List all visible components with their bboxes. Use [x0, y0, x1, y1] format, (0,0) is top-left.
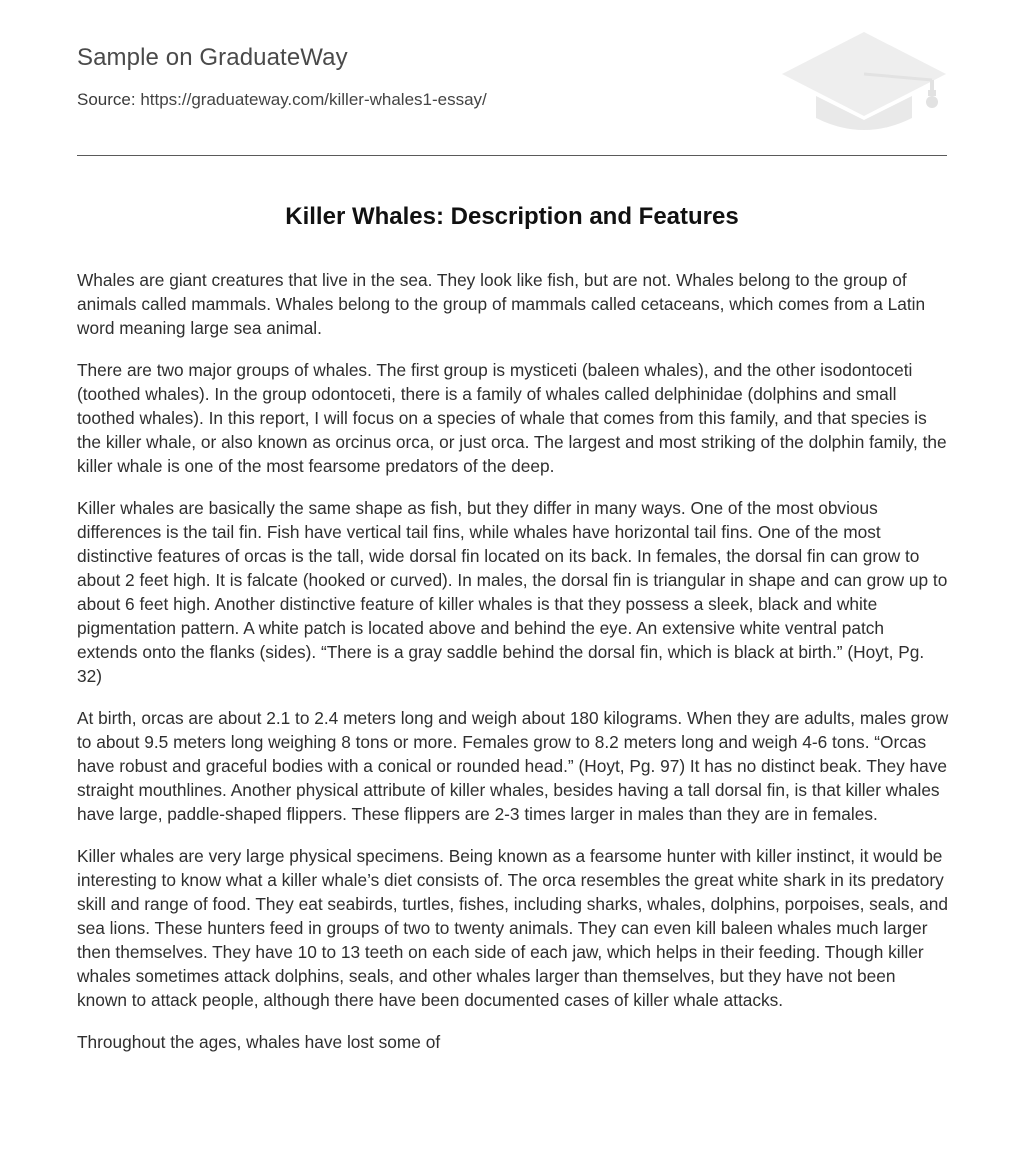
paragraph-4: At birth, orcas are about 2.1 to 2.4 meters long and weigh about 180 kilograms. When they are adults, males grow to about 9.5 meters long weighing 8 tons or more. Females grow to 8.2 meters long and weigh 4-6 tons. “Orcas have robust and graceful bodies with a conical or rounded head.” (Hoyt, Pg. 97) It has no distinct beak. They have straight mouthlines. Another physical attribute of killer whales, besides having a tall dorsal fin, is that killer whales have large, paddle-shaped flippers. These flippers are 2-3 times larger in males than they are in females.	[77, 708, 949, 824]
essay-body	[77, 268, 949, 1072]
paragraph-6: Throughout the ages, whales have lost some of	[77, 1032, 441, 1052]
essay-title: Killer Whales: Description and Features	[285, 203, 739, 230]
paragraph-2: There are two major groups of whales. The first group is mysticeti (baleen whales), and the other isodontoceti (toothed whales). In the group odontoceti, there is a family of whales called delphinidae (dolphins and small toothed whales). In this report, I will focus on a species of whale that comes from this family, and that species is the killer whale, or also known as orcinus orca, or just orca. The largest and most striking of the dolphin family, the killer whale is one of the most fearsome predators of the deep.	[77, 360, 947, 476]
paragraph-1: Whales are giant creatures that live in the sea. They look like fish, but are not. Whales belong to the group of animals called mammals. Whales belong to the group of mammals called cetaceans, which comes from a Latin word meaning large sea animal.	[77, 270, 926, 338]
page-header	[77, 0, 947, 156]
source-label: Source:	[77, 90, 136, 109]
site-title: Sample on GraduateWay	[77, 44, 348, 71]
source-line	[77, 90, 487, 110]
paragraph-3: Killer whales are basically the same shape as fish, but they differ in many ways. One of the most obvious differences is the tail fin. Fish have vertical tail fins, while whales have horizontal tail fins. One of the most distinctive features of orcas is the tall, wide dorsal fin located on its back. In females, the dorsal fin can grow to about 2 feet high. It is falcate (hooked or curved). In males, the dorsal fin is triangular in shape and can grow up to about 6 feet high. Another distinctive feature of killer whales is that they possess a sleek, black and white pigmentation pattern. A white patch is located above and behind the eye. An extensive white ventral patch extends onto the flanks (sides). “There is a gray saddle behind the dorsal fin, which is black at birth.” (Hoyt, Pg. 32)	[77, 498, 948, 686]
paragraph-5: Killer whales are very large physical specimens. Being known as a fearsome hunter with killer instinct, it would be interesting to know what a killer whale’s diet consists of. The orca resembles the great white shark in its predatory skill and range of food. They eat seabirds, turtles, fishes, including sharks, whales, dolphins, porpoises, seals, and sea lions. These hunters feed in groups of two to twenty animals. They can even kill baleen whales much larger then themselves. They have 10 to 13 teeth on each side of each jaw, which helps in their feeding. Though killer whales sometimes attack dolphins, seals, and other whales larger than themselves, but they have not been known to attack people, although there have been documented cases of killer whale attacks.	[77, 846, 948, 1010]
source-link[interactable]: https://graduateway.com/killer-whales1-essay/	[140, 90, 487, 109]
header-divider	[77, 155, 947, 156]
graduation-cap-icon	[780, 30, 948, 134]
